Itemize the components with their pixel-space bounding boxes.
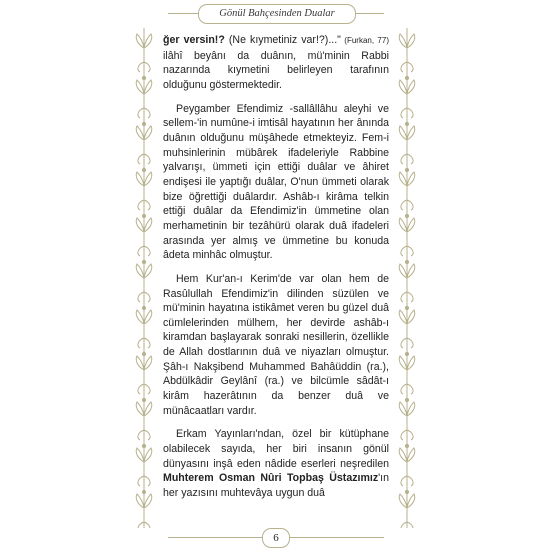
right-border-ornament: [396, 28, 418, 528]
bud-icon: [142, 260, 145, 263]
curl-icon: [144, 522, 150, 528]
p1-rest: ilâhî beyânı da duânın, mü'minin Rabbi nazarında kıymetini belirleyen tarafının olduğunu göstermektedir.: [163, 49, 389, 91]
bud-icon: [405, 168, 408, 171]
curl-icon: [144, 476, 150, 486]
bud-icon: [142, 490, 145, 493]
leaf-icon: [144, 126, 152, 140]
leaf-icon: [144, 310, 152, 324]
footer-rule-right: [288, 537, 384, 538]
bud-icon: [405, 76, 408, 79]
bud-icon: [405, 352, 408, 355]
paragraph-1: [163, 33, 389, 93]
leaf-icon: [136, 402, 144, 416]
curl-icon: [138, 200, 144, 210]
curl-icon: [407, 62, 413, 72]
leaf-icon: [136, 218, 144, 232]
curl-icon: [138, 522, 144, 528]
leaf-icon: [399, 34, 407, 48]
curl-icon: [144, 384, 150, 394]
bud-icon: [142, 352, 145, 355]
curl-icon: [138, 338, 144, 348]
curl-icon: [407, 154, 413, 164]
bud-icon: [405, 260, 408, 263]
leaf-icon: [399, 80, 407, 94]
leaf-icon: [136, 356, 144, 370]
curl-icon: [138, 476, 144, 486]
leaf-icon: [144, 356, 152, 370]
curl-icon: [407, 246, 413, 256]
footer-rule-left: [168, 537, 264, 538]
left-border-ornament: [133, 28, 155, 528]
bud-icon: [405, 444, 408, 447]
curl-icon: [401, 430, 407, 440]
leaf-icon: [399, 402, 407, 416]
p1-bold-phrase: ğer versin!?: [163, 34, 225, 46]
bud-icon: [142, 444, 145, 447]
header-rule-right: [352, 13, 384, 14]
leaf-icon: [407, 494, 415, 508]
leaf-icon: [407, 218, 415, 232]
leaf-icon: [399, 264, 407, 278]
curl-icon: [138, 292, 144, 302]
curl-icon: [138, 154, 144, 164]
curl-icon: [138, 384, 144, 394]
leaf-icon: [399, 494, 407, 508]
page-number: 6: [262, 528, 290, 548]
leaf-icon: [136, 310, 144, 324]
leaf-icon: [136, 264, 144, 278]
leaf-icon: [144, 218, 152, 232]
leaf-icon: [399, 448, 407, 462]
curl-icon: [407, 338, 413, 348]
curl-icon: [407, 384, 413, 394]
bud-icon: [142, 306, 145, 309]
curl-icon: [401, 338, 407, 348]
leaf-icon: [136, 448, 144, 462]
bud-icon: [142, 214, 145, 217]
leaf-icon: [144, 172, 152, 186]
leaf-icon: [136, 494, 144, 508]
curl-icon: [138, 62, 144, 72]
leaf-icon: [144, 34, 152, 48]
p1-quote: (Ne kıymetiniz var!?)...": [224, 34, 341, 46]
leaf-icon: [144, 402, 152, 416]
curl-icon: [144, 246, 150, 256]
curl-icon: [407, 292, 413, 302]
p4-author-name: Muhterem Osman Nûri Topbaş Üstazımız: [163, 472, 379, 485]
curl-icon: [144, 292, 150, 302]
curl-icon: [138, 430, 144, 440]
leaf-icon: [399, 218, 407, 232]
leaf-icon: [144, 494, 152, 508]
paragraph-3: Hem Kur'an-ı Kerim'de var olan hem de Rasûlullah Efendimiz'in dilinden süzülen ve mü'minin hayatına istikâmet veren bu güzel duâ cümlelerinden mülhem, her devirde ashâb-ı kiramdan başlayarak sonraki nesillerin, özellikle de Allah dostlarının duâ ve niyazları olmuştur. Şâh-ı Nakşibend Muhammed Bahâüddin (ra.), Abdülkâdir Geylânî (ra.) ve bilcümle sâdât-ı kirâm hazerâtının da benzer duâ ve münâcaatları vardır.: [163, 272, 389, 417]
leaf-icon: [407, 310, 415, 324]
body-text: [163, 33, 389, 510]
bud-icon: [142, 76, 145, 79]
bud-icon: [142, 122, 145, 125]
curl-icon: [407, 108, 413, 118]
curl-icon: [144, 62, 150, 72]
bud-icon: [405, 122, 408, 125]
curl-icon: [401, 522, 407, 528]
curl-icon: [401, 246, 407, 256]
p1-reference: (Furkan, 77): [340, 36, 389, 45]
curl-icon: [144, 338, 150, 348]
paragraph-4: [163, 427, 389, 500]
curl-icon: [401, 62, 407, 72]
header-rule-left: [168, 13, 200, 14]
curl-icon: [401, 476, 407, 486]
leaf-icon: [136, 126, 144, 140]
curl-icon: [401, 292, 407, 302]
leaf-icon: [144, 264, 152, 278]
bud-icon: [142, 168, 145, 171]
leaf-icon: [407, 402, 415, 416]
curl-icon: [144, 200, 150, 210]
leaf-icon: [136, 34, 144, 48]
curl-icon: [401, 384, 407, 394]
bud-icon: [142, 398, 145, 401]
right-vine-icon: [396, 28, 418, 528]
bud-icon: [405, 398, 408, 401]
leaf-icon: [407, 264, 415, 278]
curl-icon: [407, 430, 413, 440]
curl-icon: [401, 108, 407, 118]
paragraph-2: Peygamber Efendimiz -sallâllâhu aleyhi ve sellem-'in numûne-i imtisâl hayatının her ânında duânın olduğunu müşâhede etmekteyiz. Fem-i muhsinlerinin mübârek ifadeleriyle Rabbine yalvarışı, ümmeti için ettiği duâlar ve âhiret endişesi ile yaptığı duâlar, O'nun ümmeti olarak bize öğrettiği duâlardır. Ashâb-ı kirâma telkin ettiği duâlar da Efendimiz'in ümmetine olan merhametinin bir tezâhürü olarak duâ ifadeleri arasında yer almış ve ümmetine bu konuda âdeta minhâc olmuştur.: [163, 102, 389, 262]
bud-icon: [405, 214, 408, 217]
leaf-icon: [407, 80, 415, 94]
left-vine-icon: [133, 28, 155, 528]
curl-icon: [138, 108, 144, 118]
leaf-icon: [399, 310, 407, 324]
leaf-icon: [399, 172, 407, 186]
leaf-icon: [144, 448, 152, 462]
p4-start: Erkam Yayınları'ndan, özel bir kütüphane olabilecek sayıda, her biri insanın gönül dünyasını inşâ eden nâdide eserleri neşredilen: [163, 428, 389, 470]
leaf-icon: [407, 356, 415, 370]
leaf-icon: [407, 126, 415, 140]
leaf-icon: [136, 80, 144, 94]
leaf-icon: [399, 356, 407, 370]
leaf-icon: [407, 34, 415, 48]
curl-icon: [407, 200, 413, 210]
leaf-icon: [407, 172, 415, 186]
curl-icon: [144, 430, 150, 440]
leaf-icon: [407, 448, 415, 462]
leaf-icon: [144, 80, 152, 94]
curl-icon: [144, 108, 150, 118]
leaf-icon: [399, 126, 407, 140]
curl-icon: [407, 476, 413, 486]
p4-end: 'ın her yazısını muhtevâya uygun duâ: [163, 472, 389, 500]
leaf-icon: [136, 172, 144, 186]
curl-icon: [401, 154, 407, 164]
curl-icon: [144, 154, 150, 164]
bud-icon: [405, 306, 408, 309]
bud-icon: [405, 490, 408, 493]
running-header-title: Gönül Bahçesinden Dualar: [198, 4, 356, 24]
curl-icon: [401, 200, 407, 210]
curl-icon: [407, 522, 413, 528]
curl-icon: [138, 246, 144, 256]
